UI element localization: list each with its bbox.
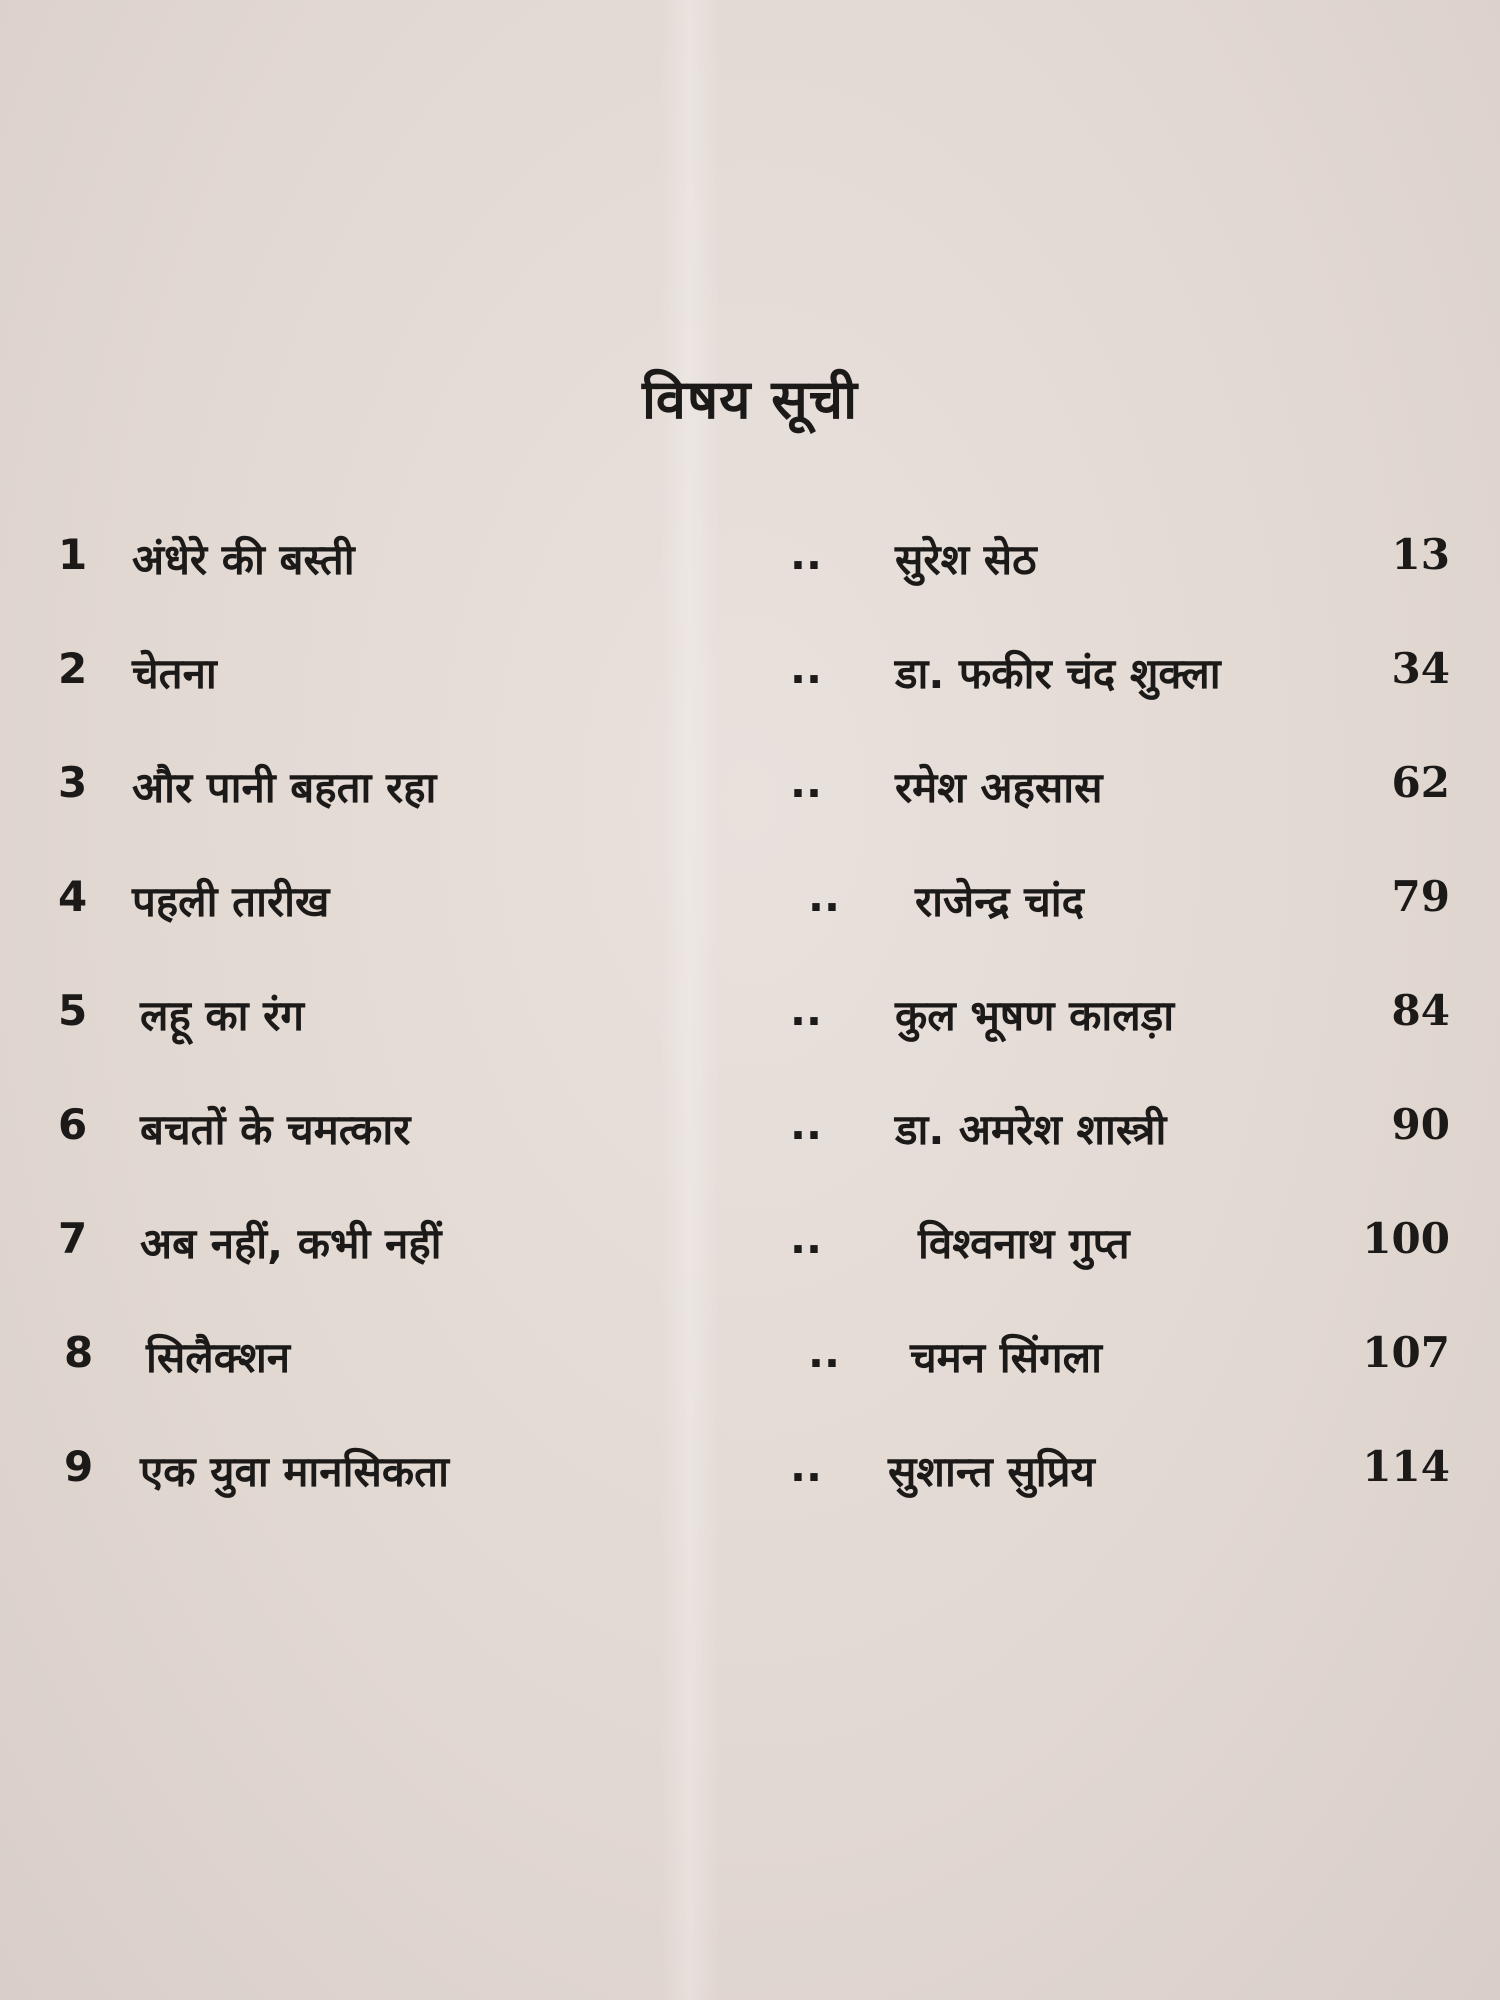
author-name: राजेन्द्र चांद xyxy=(915,877,1084,926)
leader-dots: .. xyxy=(808,1328,840,1377)
story-title: और पानी बहता रहा xyxy=(132,763,437,812)
page-title: विषय सूची xyxy=(641,368,859,431)
author-name: सुशान्त सुप्रिय xyxy=(888,1447,1095,1496)
leader-dots: .. xyxy=(790,1214,822,1263)
entry-number: 6 xyxy=(58,1100,88,1149)
leader-dots: .. xyxy=(790,644,822,693)
story-title: पहली तारीख xyxy=(132,877,330,926)
author-name: रमेश अहसास xyxy=(895,763,1103,812)
toc-row xyxy=(0,1442,1500,1522)
entry-number: 3 xyxy=(58,758,88,807)
author-name: विश्वनाथ गुप्त xyxy=(918,1219,1130,1268)
toc-row xyxy=(0,644,1500,724)
story-title: लहू का रंग xyxy=(140,991,304,1040)
leader-dots: .. xyxy=(790,758,822,807)
entry-number: 2 xyxy=(58,644,88,693)
author-name: कुल भूषण कालड़ा xyxy=(895,991,1175,1040)
leader-dots: .. xyxy=(790,530,822,579)
toc-row xyxy=(0,758,1500,838)
toc-row xyxy=(0,872,1500,952)
page-number: 62 xyxy=(1391,758,1450,807)
leader-dots: .. xyxy=(790,986,822,1035)
toc-row xyxy=(0,530,1500,610)
leader-dots: .. xyxy=(790,1100,822,1149)
author-name: डा. फकीर चंद शुक्ला xyxy=(895,649,1221,698)
toc-row xyxy=(0,1100,1500,1180)
story-title: एक युवा मानसिकता xyxy=(140,1447,449,1496)
page-number: 114 xyxy=(1362,1442,1450,1491)
page-number: 90 xyxy=(1391,1100,1450,1149)
page-number: 100 xyxy=(1362,1214,1450,1263)
entry-number: 1 xyxy=(58,530,88,579)
page-number: 79 xyxy=(1391,872,1450,921)
toc-row xyxy=(0,1328,1500,1408)
entry-number: 9 xyxy=(64,1442,94,1491)
toc-row xyxy=(0,986,1500,1066)
story-title: चेतना xyxy=(132,649,217,698)
page-number: 13 xyxy=(1391,530,1450,579)
entry-number: 8 xyxy=(64,1328,94,1377)
entry-number: 4 xyxy=(58,872,88,921)
leader-dots: .. xyxy=(790,1442,822,1491)
author-name: चमन सिंगला xyxy=(910,1333,1102,1382)
entry-number: 7 xyxy=(58,1214,88,1263)
story-title: अंधेरे की बस्ती xyxy=(132,535,355,584)
page-number: 107 xyxy=(1362,1328,1450,1377)
story-title: अब नहीं, कभी नहीं xyxy=(140,1219,442,1268)
toc-row xyxy=(0,1214,1500,1294)
story-title: बचतों के चमत्कार xyxy=(140,1105,411,1154)
page-number: 84 xyxy=(1391,986,1450,1035)
author-name: डा. अमरेश शास्त्री xyxy=(895,1105,1167,1154)
author-name: सुरेश सेठ xyxy=(895,535,1037,584)
story-title: सिलैक्शन xyxy=(146,1333,291,1382)
page-number: 34 xyxy=(1391,644,1450,693)
entry-number: 5 xyxy=(58,986,88,1035)
leader-dots: .. xyxy=(808,872,840,921)
